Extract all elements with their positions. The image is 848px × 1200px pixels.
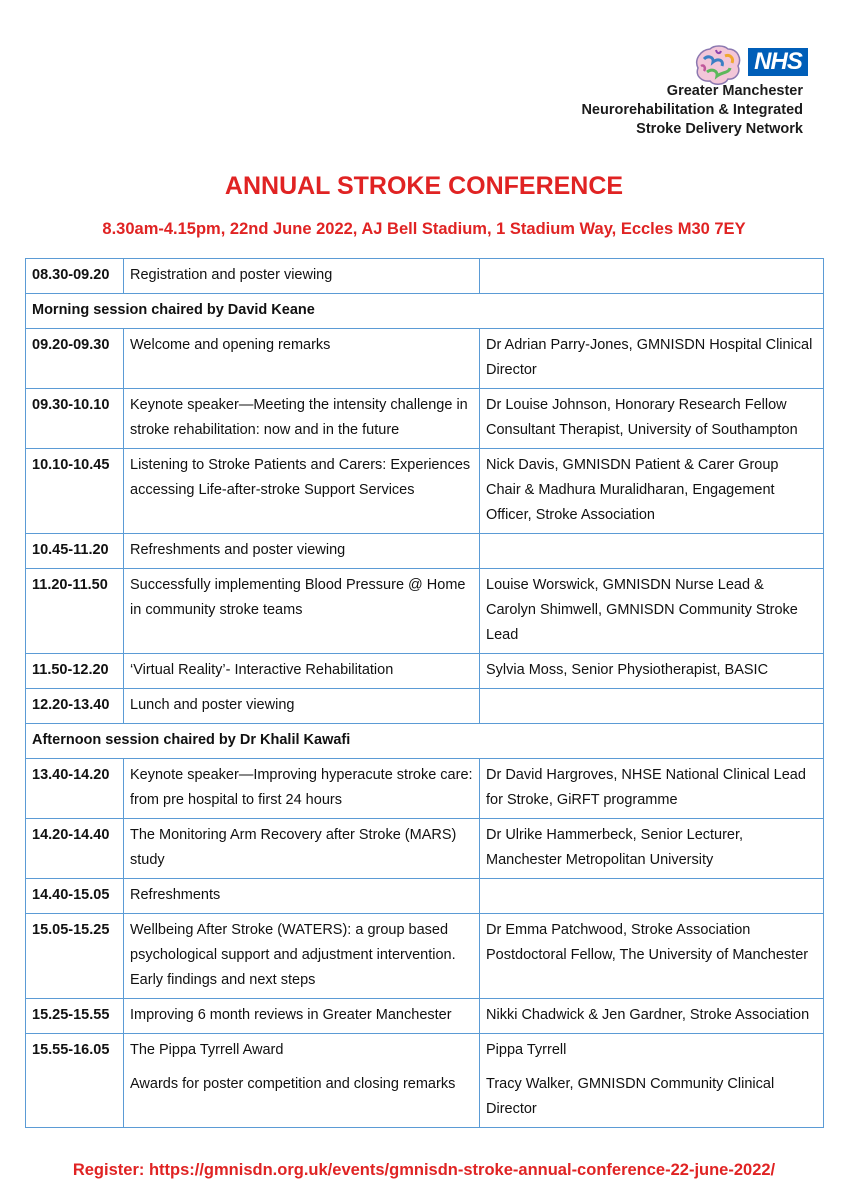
agenda-speaker: [480, 1034, 824, 1128]
agenda-item: [124, 654, 480, 689]
agenda-time: 08.30-09.20: [26, 259, 124, 294]
agenda-time: 10.10-10.45: [26, 449, 124, 534]
agenda-item: [124, 999, 480, 1034]
agenda-item: [124, 569, 480, 654]
agenda-time: 14.20-14.40: [26, 819, 124, 879]
agenda-speaker: [480, 689, 824, 724]
nhs-badge: NHS: [748, 48, 808, 76]
agenda-speaker: [480, 534, 824, 569]
agenda-speaker: [480, 819, 824, 879]
agenda-speaker: [480, 389, 824, 449]
agenda-item: [124, 759, 480, 819]
agenda-row: [26, 389, 824, 449]
agenda-item: [124, 534, 480, 569]
agenda-speaker-text: Sylvia Moss, Senior Physiotherapist, BASIC: [486, 662, 769, 678]
agenda-time: 15.05-15.25: [26, 914, 124, 999]
agenda-time: 11.50-12.20: [26, 654, 124, 689]
agenda-speaker-text: Pippa Tyrrell: [486, 1042, 567, 1058]
agenda-item-text: Improving 6 month reviews in Greater Manchester: [130, 1007, 452, 1023]
agenda-speaker: [480, 914, 824, 999]
agenda-item-text: ‘Virtual Reality’- Interactive Rehabilitation: [130, 662, 394, 678]
session-header-row: [26, 294, 824, 329]
event-details: 8.30am-4.15pm, 22nd June 2022, AJ Bell Stadium, 1 Stadium Way, Eccles M30 7EY: [102, 220, 746, 238]
page-title: ANNUAL STROKE CONFERENCE: [224, 172, 624, 200]
agenda-row: [26, 329, 824, 389]
agenda-item-text: Listening to Stroke Patients and Carers: Experiences accessing Life-after-stroke Support Services: [130, 457, 471, 498]
agenda-speaker-text: Nick Davis, GMNISDN Patient & Carer Group Chair & Madhura Muralidharan, Engagement Officer, Stroke Association: [486, 457, 779, 523]
agenda-item-text: Wellbeing After Stroke (WATERS): a group based psychological support and adjustment intervention. Early findings and next steps: [130, 922, 456, 988]
agenda-speaker: [480, 879, 824, 914]
agenda-item-text: Lunch and poster viewing: [130, 697, 295, 713]
agenda-time: 09.30-10.10: [26, 389, 124, 449]
agenda-item-text: The Monitoring Arm Recovery after Stroke (MARS) study: [130, 827, 457, 868]
network-name: [581, 82, 803, 139]
agenda-speaker-text: Dr Emma Patchwood, Stroke Association Postdoctoral Fellow, The University of Manchester: [486, 922, 809, 963]
agenda-row: [26, 914, 824, 999]
network-name-line-2: Neurorehabilitation & Integrated: [581, 102, 803, 118]
agenda-row: [26, 569, 824, 654]
agenda-item: [124, 329, 480, 389]
agenda-item-text: Refreshments and poster viewing: [130, 542, 346, 558]
agenda-time: 09.20-09.30: [26, 329, 124, 389]
agenda-item-text: Registration and poster viewing: [130, 267, 333, 283]
agenda-item: [124, 914, 480, 999]
agenda-item: [124, 449, 480, 534]
agenda-row: [26, 654, 824, 689]
agenda-row: [26, 879, 824, 914]
agenda-item: [124, 689, 480, 724]
agenda-speaker: [480, 999, 824, 1034]
session-chair-label: Afternoon session chaired by Dr Khalil Kawafi: [26, 724, 824, 759]
agenda-speaker: [480, 654, 824, 689]
agenda-row: [26, 819, 824, 879]
agenda-item: [124, 259, 480, 294]
agenda-speaker: [480, 259, 824, 294]
agenda-speaker-text: Louise Worswick, GMNISDN Nurse Lead & Carolyn Shimwell, GMNISDN Community Stroke Lead: [486, 577, 798, 643]
agenda-row: [26, 259, 824, 294]
agenda-time: 11.20-11.50: [26, 569, 124, 654]
agenda-item-text-secondary: Awards for poster competition and closing remarks: [130, 1076, 456, 1092]
agenda-speaker-text: Nikki Chadwick & Jen Gardner, Stroke Association: [486, 1007, 810, 1023]
agenda-row: [26, 1034, 824, 1128]
agenda-item-text: Refreshments: [130, 887, 221, 903]
agenda-speaker-text: Dr Louise Johnson, Honorary Research Fellow Consultant Therapist, University of Southampton: [486, 397, 798, 438]
agenda-speaker: [480, 569, 824, 654]
agenda-time: 15.25-15.55: [26, 999, 124, 1034]
agenda-row: [26, 759, 824, 819]
agenda-row: [26, 999, 824, 1034]
agenda-item-text: Keynote speaker—Meeting the intensity challenge in stroke rehabilitation: now and in the future: [130, 397, 468, 438]
agenda-row: [26, 534, 824, 569]
agenda-time: 14.40-15.05: [26, 879, 124, 914]
agenda-row: [26, 449, 824, 534]
session-header-row: [26, 724, 824, 759]
agenda-speaker: [480, 759, 824, 819]
agenda-speaker-text-secondary: Tracy Walker, GMNISDN Community Clinical Director: [486, 1076, 775, 1117]
agenda-time: 13.40-14.20: [26, 759, 124, 819]
agenda-item: [124, 819, 480, 879]
agenda-speaker: [480, 449, 824, 534]
agenda-speaker-text: Dr Ulrike Hammerbeck, Senior Lecturer, Manchester Metropolitan University: [486, 827, 744, 868]
network-logo: [540, 26, 825, 158]
agenda-item-text: Keynote speaker—Improving hyperacute stroke care: from pre hospital to first 24 hours: [130, 767, 473, 808]
agenda-row: [26, 689, 824, 724]
network-name-line-1: Greater Manchester: [666, 83, 803, 99]
agenda-item: [124, 1034, 480, 1128]
agenda-time: 15.55-16.05: [26, 1034, 124, 1128]
network-name-line-3: Stroke Delivery Network: [636, 121, 803, 137]
agenda-time: 12.20-13.40: [26, 689, 124, 724]
agenda-speaker: [480, 329, 824, 389]
agenda-speaker-text: Dr Adrian Parry-Jones, GMNISDN Hospital Clinical Director: [486, 337, 813, 378]
register-link[interactable]: Register: https://gmnisdn.org.uk/events/gmnisdn-stroke-annual-conference-22-june-2022/: [72, 1161, 776, 1179]
agenda-table: [25, 258, 824, 1128]
agenda-item-text: Welcome and opening remarks: [130, 337, 331, 353]
agenda-item: [124, 879, 480, 914]
agenda-time: 10.45-11.20: [26, 534, 124, 569]
agenda-item-text: The Pippa Tyrrell Award: [130, 1042, 284, 1058]
agenda-speaker-text: Dr David Hargroves, NHSE National Clinical Lead for Stroke, GiRFT programme: [486, 767, 806, 808]
session-chair-label: Morning session chaired by David Keane: [26, 294, 824, 329]
agenda-item: [124, 389, 480, 449]
agenda-item-text: Successfully implementing Blood Pressure @ Home in community stroke teams: [130, 577, 466, 618]
